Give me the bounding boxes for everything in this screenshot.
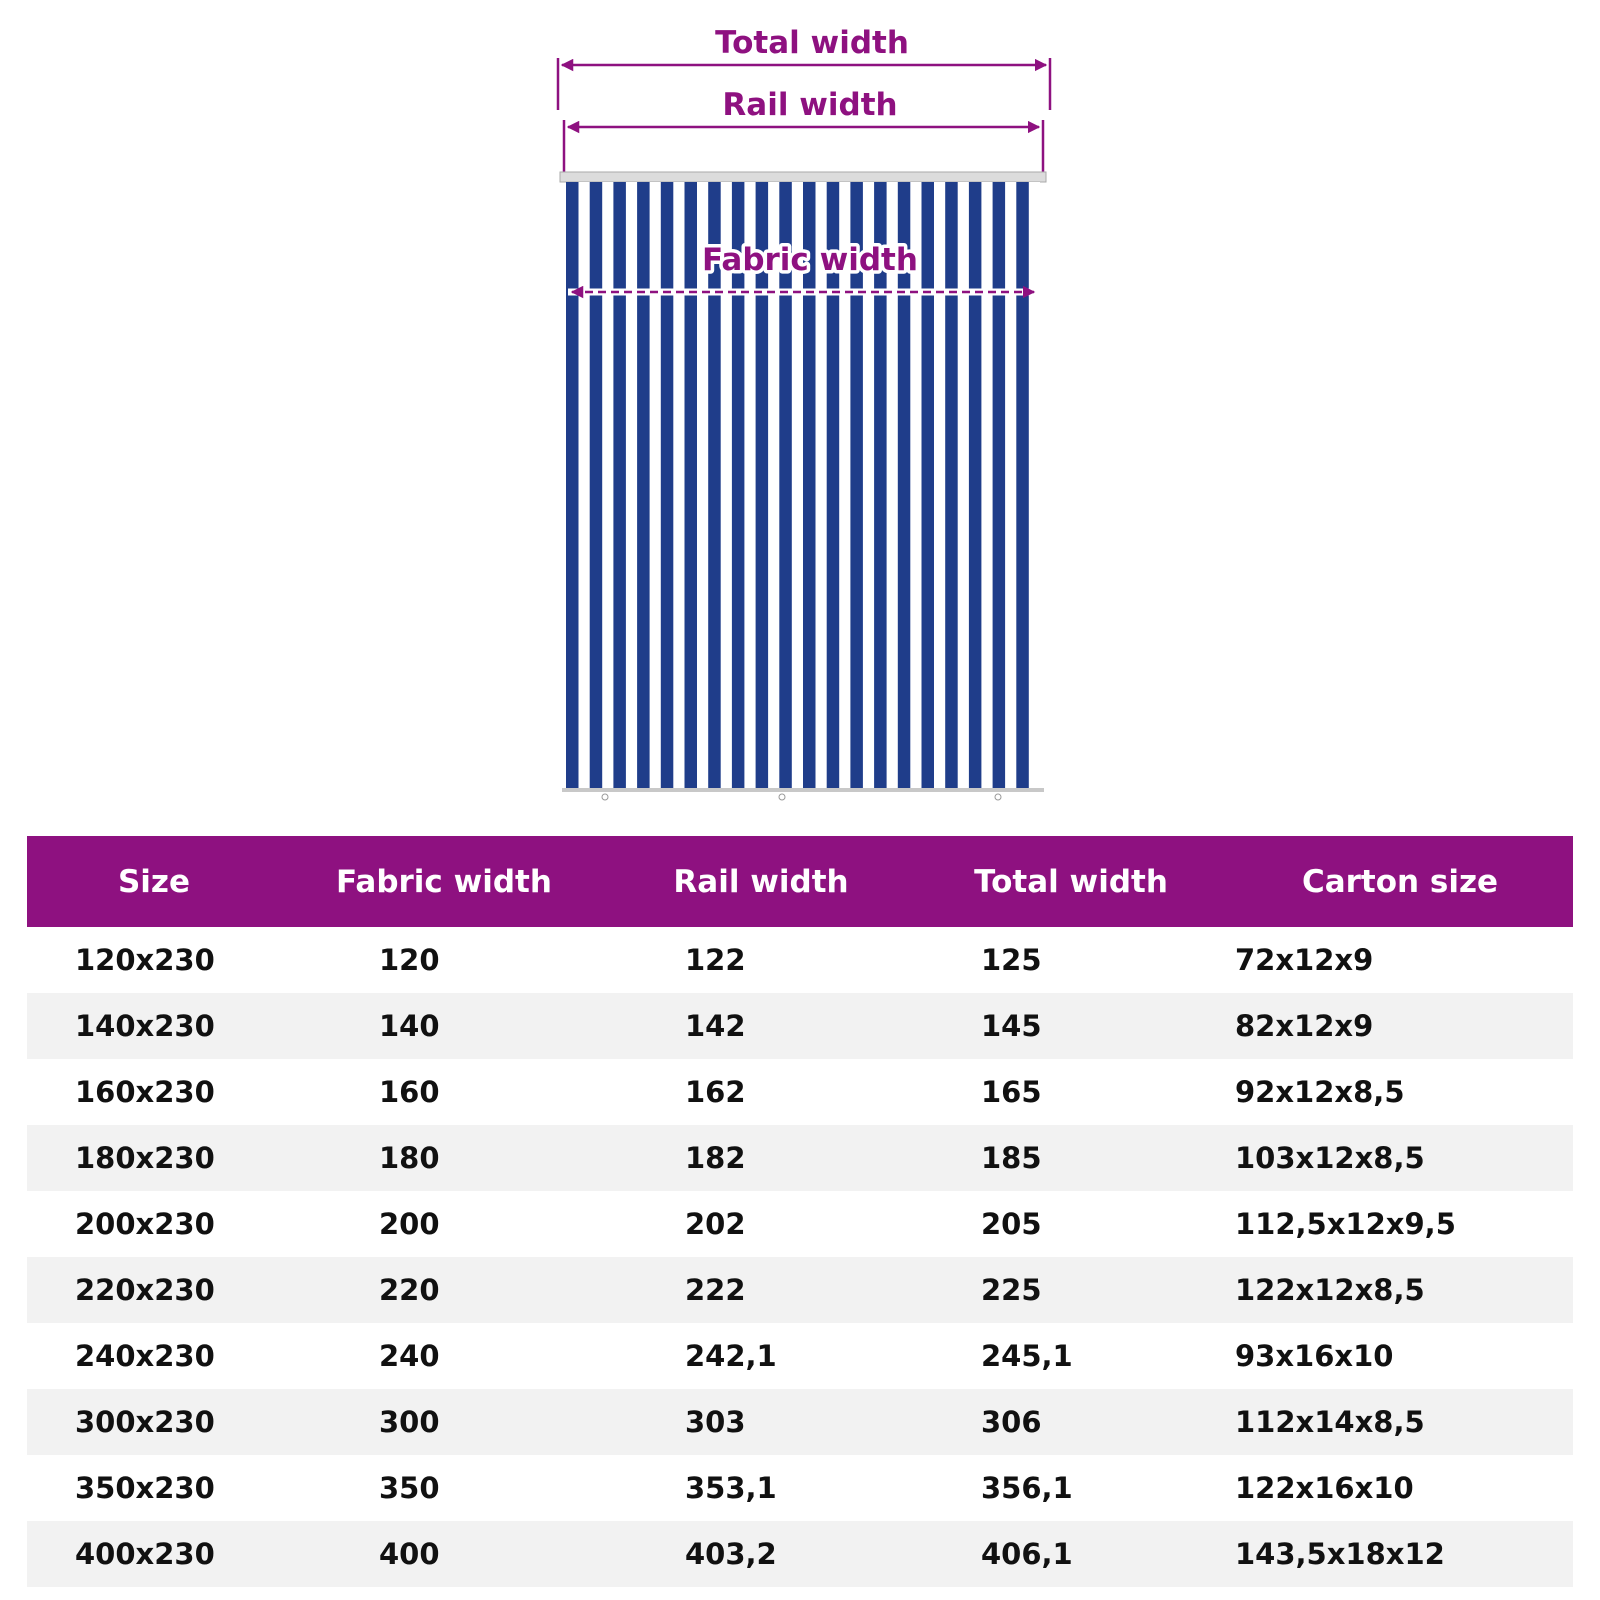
- cell-total-width: 406,1: [981, 1537, 1073, 1571]
- fabric-stripe: [1016, 182, 1029, 788]
- cell-rail-width: 242,1: [685, 1339, 777, 1373]
- header-rail-width: Rail width: [673, 863, 849, 900]
- cell-size: 140x230: [75, 1009, 215, 1043]
- fabric-stripe: [685, 182, 698, 788]
- cell-rail-width: 162: [685, 1075, 746, 1109]
- table-row: [27, 993, 1573, 1059]
- cell-total-width: 225: [981, 1273, 1042, 1307]
- cell-carton-size: 112,5x12x9,5: [1235, 1207, 1456, 1241]
- cell-carton-size: 103x12x8,5: [1235, 1141, 1425, 1175]
- cell-size: 240x230: [75, 1339, 215, 1373]
- cell-fabric-width: 350: [379, 1471, 440, 1505]
- cell-size: 180x230: [75, 1141, 215, 1175]
- cell-carton-size: 122x12x8,5: [1235, 1273, 1425, 1307]
- cell-fabric-width: 140: [379, 1009, 440, 1043]
- size-table-body: [27, 927, 1573, 1587]
- cell-carton-size: 122x16x10: [1235, 1471, 1414, 1505]
- cell-rail-width: 353,1: [685, 1471, 777, 1505]
- fabric-width-label: Fabric width: [702, 242, 918, 278]
- cell-total-width: 185: [981, 1141, 1042, 1175]
- cell-carton-size: 82x12x9: [1235, 1009, 1374, 1043]
- header-fabric-width: Fabric width: [336, 863, 552, 900]
- cell-size: 300x230: [75, 1405, 215, 1439]
- fabric-stripe: [969, 182, 982, 788]
- cell-rail-width: 202: [685, 1207, 746, 1241]
- size-table: [27, 836, 1573, 1587]
- cell-fabric-width: 200: [379, 1207, 440, 1241]
- cell-fabric-width: 180: [379, 1141, 440, 1175]
- cell-carton-size: 93x16x10: [1235, 1339, 1394, 1373]
- cell-rail-width: 403,2: [685, 1537, 777, 1571]
- cell-fabric-width: 300: [379, 1405, 440, 1439]
- table-row: [27, 1191, 1573, 1257]
- table-row: [27, 1389, 1573, 1455]
- cell-size: 200x230: [75, 1207, 215, 1241]
- header-carton-size: Carton size: [1301, 863, 1499, 900]
- cell-fabric-width: 400: [379, 1537, 440, 1571]
- fabric-stripe: [613, 182, 626, 788]
- bottom-screw: [995, 794, 1001, 800]
- rail-width-label: Rail width: [722, 87, 898, 123]
- header-size: Size: [117, 863, 191, 900]
- table-row: [27, 1125, 1573, 1191]
- cell-size: 350x230: [75, 1471, 215, 1505]
- cell-rail-width: 142: [685, 1009, 746, 1043]
- cell-carton-size: 143,5x18x12: [1235, 1537, 1445, 1571]
- cell-rail-width: 303: [685, 1405, 746, 1439]
- cell-fabric-width: 160: [379, 1075, 440, 1109]
- fabric-stripe: [590, 182, 603, 788]
- cell-fabric-width: 120: [379, 943, 440, 977]
- rail-width-dimension: [564, 87, 1043, 173]
- fabric-stripe: [993, 182, 1006, 788]
- cell-carton-size: 112x14x8,5: [1235, 1405, 1425, 1439]
- cell-size: 400x230: [75, 1537, 215, 1571]
- cell-rail-width: 122: [685, 943, 746, 977]
- header-total-width: Total width: [974, 863, 1168, 900]
- roller-rail: [560, 172, 1046, 182]
- fabric-stripe: [637, 182, 650, 788]
- bottom-screw: [602, 794, 608, 800]
- fabric-stripe: [661, 182, 674, 788]
- fabric-stripe: [922, 182, 935, 788]
- cell-total-width: 125: [981, 943, 1042, 977]
- cell-rail-width: 182: [685, 1141, 746, 1175]
- cell-size: 120x230: [75, 943, 215, 977]
- cell-size: 220x230: [75, 1273, 215, 1307]
- table-row: [27, 1257, 1573, 1323]
- table-row: [27, 1521, 1573, 1587]
- table-row: [27, 1323, 1573, 1389]
- cell-total-width: 145: [981, 1009, 1042, 1043]
- cell-total-width: 356,1: [981, 1471, 1073, 1505]
- cell-total-width: 165: [981, 1075, 1042, 1109]
- cell-total-width: 245,1: [981, 1339, 1073, 1373]
- cell-total-width: 205: [981, 1207, 1042, 1241]
- cell-rail-width: 222: [685, 1273, 746, 1307]
- size-table-header: [27, 836, 1573, 927]
- cell-fabric-width: 240: [379, 1339, 440, 1373]
- cell-total-width: 306: [981, 1405, 1042, 1439]
- bottom-bar: [562, 788, 1044, 792]
- cell-carton-size: 72x12x9: [1235, 943, 1374, 977]
- table-row: [27, 927, 1573, 993]
- header-row: [27, 836, 1573, 927]
- table-row: [27, 1059, 1573, 1125]
- cell-fabric-width: 220: [379, 1273, 440, 1307]
- total-width-label: Total width: [715, 25, 909, 61]
- fabric-stripe: [566, 182, 579, 788]
- table-row: [27, 1455, 1573, 1521]
- bottom-screw: [779, 794, 785, 800]
- cell-carton-size: 92x12x8,5: [1235, 1075, 1405, 1109]
- cell-size: 160x230: [75, 1075, 215, 1109]
- fabric-stripe: [945, 182, 958, 788]
